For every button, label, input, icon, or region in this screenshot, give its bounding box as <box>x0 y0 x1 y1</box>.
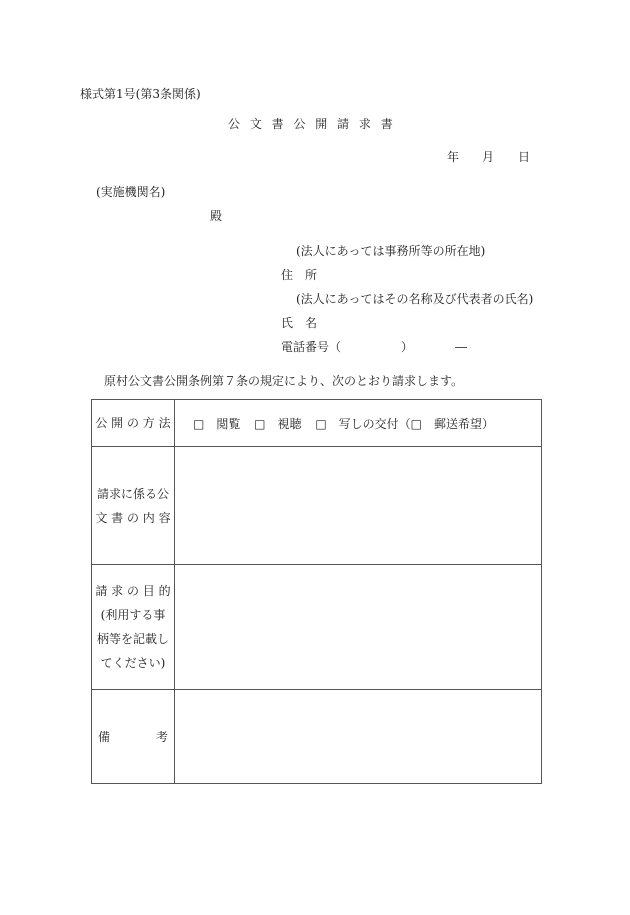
content-label-line: 請求に係る公 <box>96 486 169 501</box>
method-option-listen[interactable]: □ 視聴 <box>254 416 302 431</box>
method-row <box>92 400 542 447</box>
purpose-label-line: 柄等を記載し <box>96 632 169 646</box>
page-title: 公 文 書 公 開 請 求 書 <box>228 117 396 131</box>
purpose-label <box>92 565 175 690</box>
request-table <box>91 399 542 784</box>
address-label: 住 所 <box>281 268 318 282</box>
purpose-label-line: (利用する事 <box>100 608 166 622</box>
date-day: 日 <box>518 150 531 164</box>
date-month: 月 <box>482 150 495 164</box>
purpose-label-line: てください) <box>100 656 166 670</box>
agency-label: (実施機関名) <box>96 185 166 199</box>
content-label-line: 文 書 の 内 容 <box>95 510 171 525</box>
honorific: 殿 <box>210 209 223 223</box>
purpose-field[interactable] <box>175 565 542 690</box>
name-label: 氏 名 <box>281 316 318 330</box>
method-label: 公 開 の 方 法 <box>92 400 175 447</box>
remarks-label-char: 備 <box>98 729 111 744</box>
purpose-row <box>92 565 542 690</box>
name-note: (法人にあってはその名称及び代表者の氏名) <box>296 292 534 306</box>
remarks-label-char: 考 <box>155 729 168 744</box>
method-option-view[interactable]: □ 閲覧 <box>193 416 241 431</box>
intro-text: 原村公文書公開条例第７条の規定により、次のとおり請求します。 <box>104 374 464 388</box>
remarks-field[interactable] <box>175 690 542 784</box>
address-note: (法人にあっては事務所等の所在地) <box>296 244 486 258</box>
remarks-label <box>92 690 175 784</box>
remarks-row <box>92 690 542 784</box>
purpose-label-line: 請 求 の 目 的 <box>95 584 171 598</box>
method-option-copy[interactable]: □ 写しの交付（□ 郵送希望） <box>315 416 495 431</box>
content-row <box>92 447 542 565</box>
phone-label: 電話番号（ ） ― <box>281 340 468 354</box>
form-number: 様式第1号(第3条関係) <box>80 87 201 101</box>
date-year: 年 <box>447 150 460 164</box>
method-options <box>175 400 542 447</box>
content-label <box>92 447 175 565</box>
content-field[interactable] <box>175 447 542 565</box>
